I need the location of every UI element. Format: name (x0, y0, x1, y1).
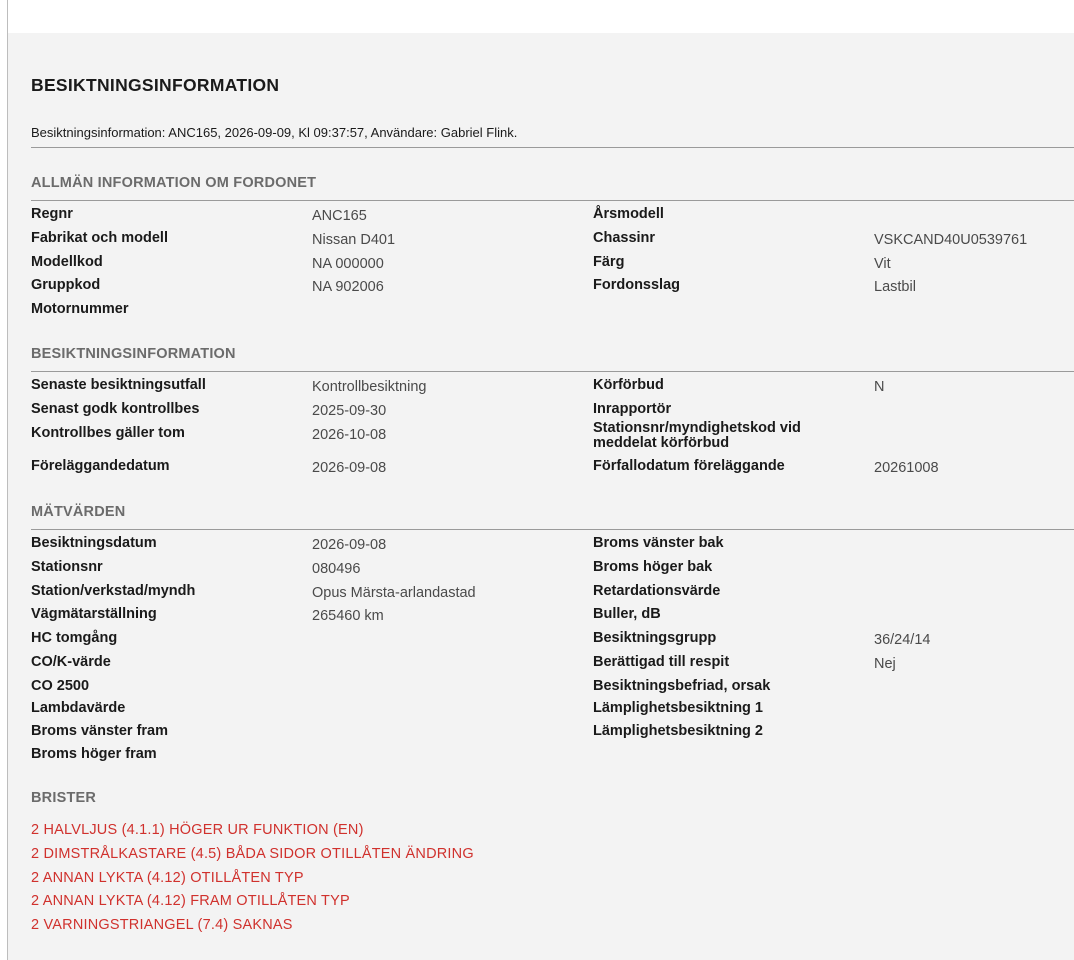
value-regnr: ANC165 (312, 208, 367, 224)
defect-item: 2 ANNAN LYKTA (4.12) OTILLÅTEN TYP (31, 870, 304, 886)
label-forfallodatum: Förfallodatum föreläggande (593, 458, 785, 474)
page-title: BESIKTNINGSINFORMATION (31, 75, 280, 95)
title-divider (31, 147, 1074, 148)
label-stationsnr: Stationsnr (31, 559, 103, 575)
label-broms-vanster-fram: Broms vänster fram (31, 723, 168, 739)
label-retardationsvarde: Retardationsvärde (593, 583, 721, 599)
section-divider-inspection (31, 371, 1074, 372)
defect-item: 2 ANNAN LYKTA (4.12) FRAM OTILLÅTEN TYP (31, 893, 350, 909)
value-stationsnr: 080496 (312, 561, 361, 577)
value-forfallodatum: 20261008 (874, 460, 939, 476)
label-inrapportor: Inrapportör (593, 401, 672, 417)
label-senaste-utfall: Senaste besiktningsutfall (31, 377, 206, 393)
label-stationsnr-myndighetskod-line1: Stationsnr/myndighetskod vid (593, 420, 801, 436)
label-besiktningsgrupp: Besiktningsgrupp (593, 630, 717, 646)
defect-item: 2 VARNINGSTRIANGEL (7.4) SAKNAS (31, 917, 293, 933)
value-forelaggandedatum: 2026-09-08 (312, 460, 387, 476)
inspection-panel (8, 33, 1074, 960)
label-fordonsslag: Fordonsslag (593, 277, 681, 293)
section-heading-inspection: BESIKTNINGSINFORMATION (31, 346, 236, 362)
label-galler-tom: Kontrollbes gäller tom (31, 425, 185, 441)
label-regnr: Regnr (31, 206, 73, 222)
label-broms-hoger-bak: Broms höger bak (593, 559, 713, 575)
value-modellkod: NA 000000 (312, 256, 384, 272)
label-modellkod: Modellkod (31, 254, 103, 270)
label-senast-godk: Senast godk kontrollbes (31, 401, 200, 417)
value-senast-godk: 2025-09-30 (312, 403, 387, 419)
label-station: Station/verkstad/myndh (31, 583, 196, 599)
label-besiktningsdatum: Besiktningsdatum (31, 535, 157, 551)
section-divider-measurements (31, 529, 1074, 530)
label-vagmatarstallning: Vägmätarställning (31, 606, 157, 622)
value-fordonsslag: Lastbil (874, 279, 916, 295)
inspection-info-line: Besiktningsinformation: ANC165, 2026-09-09, Kl 09:37:57, Användare: Gabriel Flink. (31, 125, 518, 140)
section-heading-defects: BRISTER (31, 790, 97, 806)
value-galler-tom: 2026-10-08 (312, 427, 387, 443)
label-lambdavarde: Lambdavärde (31, 700, 126, 716)
label-besiktningsbefriad: Besiktningsbefriad, orsak (593, 678, 771, 694)
label-respit: Berättigad till respit (593, 654, 730, 670)
value-korforbud: N (874, 379, 885, 395)
label-farg: Färg (593, 254, 625, 270)
label-broms-hoger-fram: Broms höger fram (31, 746, 157, 762)
label-co-k-varde: CO/K-värde (31, 654, 111, 670)
label-motornummer: Motornummer (31, 301, 129, 317)
value-besiktningsgrupp: 36/24/14 (874, 632, 931, 648)
label-korforbud: Körförbud (593, 377, 664, 393)
value-gruppkod: NA 902006 (312, 279, 384, 295)
label-chassinr: Chassinr (593, 230, 656, 246)
section-heading-general: ALLMÄN INFORMATION OM FORDONET (31, 175, 317, 191)
value-respit: Nej (874, 656, 896, 672)
label-gruppkod: Gruppkod (31, 277, 101, 293)
label-stationsnr-myndighetskod (593, 421, 801, 451)
label-fabrikat: Fabrikat och modell (31, 230, 168, 246)
value-farg: Vit (874, 256, 891, 272)
label-arsmodell: Årsmodell (593, 206, 664, 222)
value-chassinr: VSKCAND40U0539761 (874, 232, 1028, 248)
value-besiktningsdatum: 2026-09-08 (312, 537, 387, 553)
value-station: Opus Märsta-arlandastad (312, 585, 476, 601)
value-vagmatarstallning: 265460 km (312, 608, 384, 624)
label-broms-vanster-bak: Broms vänster bak (593, 535, 724, 551)
label-co-2500: CO 2500 (31, 678, 90, 694)
label-hc-tomgang: HC tomgång (31, 630, 118, 646)
value-fabrikat: Nissan D401 (312, 232, 396, 248)
label-lamplighet-1: Lämplighetsbesiktning 1 (593, 700, 763, 716)
label-buller: Buller, dB (593, 606, 661, 622)
defect-item: 2 DIMSTRÅLKASTARE (4.5) BÅDA SIDOR OTILLÅTEN ÄNDRING (31, 846, 474, 862)
label-lamplighet-2: Lämplighetsbesiktning 2 (593, 723, 763, 739)
label-stationsnr-myndighetskod-line2: meddelat körförbud (593, 435, 730, 451)
label-forelaggandedatum: Föreläggandedatum (31, 458, 170, 474)
value-senaste-utfall: Kontrollbesiktning (312, 379, 427, 395)
section-divider-general (31, 200, 1074, 201)
defect-item: 2 HALVLJUS (4.1.1) HÖGER UR FUNKTION (EN) (31, 822, 364, 838)
section-heading-measurements: MÄTVÄRDEN (31, 504, 126, 520)
